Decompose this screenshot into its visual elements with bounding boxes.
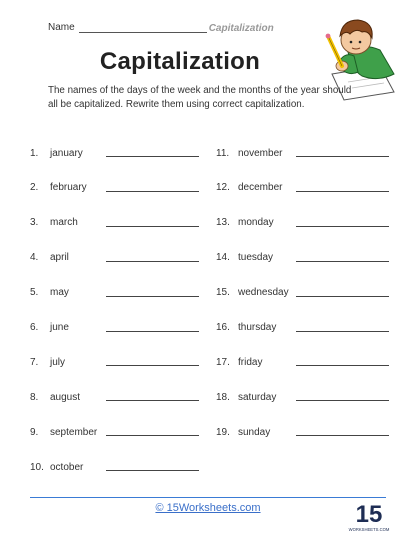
answer-line[interactable] bbox=[106, 191, 199, 192]
item-number: 17. bbox=[216, 356, 230, 368]
name-row bbox=[48, 22, 274, 33]
answer-line[interactable] bbox=[296, 191, 389, 192]
item-number: 8. bbox=[30, 391, 39, 403]
answer-line[interactable] bbox=[106, 470, 199, 471]
exercise-item bbox=[30, 321, 69, 335]
exercise-item bbox=[30, 390, 81, 404]
exercise-item bbox=[30, 146, 83, 160]
answer-line[interactable] bbox=[296, 261, 389, 262]
item-number: 6. bbox=[30, 322, 39, 333]
item-number: 2. bbox=[30, 182, 39, 194]
exercise-item bbox=[216, 390, 277, 404]
answer-line[interactable] bbox=[106, 261, 199, 262]
item-word: thursday bbox=[238, 322, 277, 333]
item-word: tuesday bbox=[238, 252, 274, 264]
answer-line[interactable] bbox=[106, 296, 199, 297]
item-word: friday bbox=[238, 356, 263, 368]
answer-line[interactable] bbox=[106, 365, 199, 366]
item-word: sunday bbox=[238, 426, 271, 438]
item-word: march bbox=[50, 217, 78, 229]
item-word: september bbox=[50, 426, 98, 438]
item-word: april bbox=[50, 252, 69, 264]
item-word: january bbox=[50, 147, 83, 159]
item-number: 18. bbox=[216, 391, 230, 403]
answer-line[interactable] bbox=[106, 400, 199, 401]
page-title: Capitalization bbox=[99, 48, 261, 75]
answer-line[interactable] bbox=[296, 296, 389, 297]
logo-text: WORKSHEETS.COM bbox=[348, 527, 390, 532]
logo-number: 15 bbox=[355, 501, 383, 528]
answer-line[interactable] bbox=[106, 435, 199, 436]
exercise-item bbox=[216, 286, 289, 300]
answer-line[interactable] bbox=[296, 435, 389, 436]
item-number: 3. bbox=[30, 217, 39, 229]
exercise-item bbox=[216, 181, 283, 195]
item-word: may bbox=[50, 287, 69, 299]
answer-line[interactable] bbox=[106, 331, 199, 332]
answer-line[interactable] bbox=[106, 156, 199, 157]
item-number: 9. bbox=[30, 426, 39, 438]
item-word: july bbox=[50, 356, 66, 368]
item-number: 11. bbox=[216, 147, 230, 159]
item-word: december bbox=[238, 182, 283, 194]
item-word: wednesday bbox=[238, 287, 289, 299]
exercise-item bbox=[216, 146, 283, 160]
exercise-item bbox=[30, 181, 87, 195]
exercise-item bbox=[30, 355, 66, 369]
instructions: The names of the days of the week and the months of the year should all be capitalized. Rewrite them using correct capitalization. bbox=[48, 85, 352, 110]
exercise-item bbox=[216, 251, 274, 265]
footer-copyright-link[interactable]: © 15Worksheets.com bbox=[155, 502, 261, 514]
item-word: november bbox=[238, 147, 283, 159]
exercise-item bbox=[30, 216, 78, 230]
item-number: 16. bbox=[216, 322, 230, 333]
item-number: 12. bbox=[216, 182, 230, 194]
item-word: february bbox=[50, 182, 87, 194]
item-number: 1. bbox=[30, 147, 39, 159]
item-word: saturday bbox=[238, 391, 277, 403]
item-word: june bbox=[50, 322, 69, 333]
item-number: 14. bbox=[216, 252, 230, 264]
item-number: 10. bbox=[30, 461, 44, 473]
exercise-item bbox=[216, 321, 277, 335]
name-line[interactable] bbox=[79, 23, 207, 33]
exercise-item bbox=[216, 425, 271, 439]
answer-line[interactable] bbox=[296, 156, 389, 157]
item-number: 15. bbox=[216, 287, 230, 299]
item-word: august bbox=[50, 391, 81, 403]
answer-line[interactable] bbox=[296, 226, 389, 227]
answer-line[interactable] bbox=[106, 226, 199, 227]
exercise-item bbox=[30, 425, 98, 439]
exercise-item bbox=[30, 286, 69, 300]
item-number: 19. bbox=[216, 426, 230, 438]
footer-rule bbox=[30, 497, 386, 498]
exercise-item bbox=[30, 460, 84, 474]
answer-line[interactable] bbox=[296, 365, 389, 366]
answer-line[interactable] bbox=[296, 331, 389, 332]
answer-line[interactable] bbox=[296, 400, 389, 401]
topic-label: Capitalization bbox=[208, 23, 274, 34]
item-word: monday bbox=[238, 217, 274, 229]
worksheets-logo bbox=[348, 498, 390, 534]
item-number: 4. bbox=[30, 252, 39, 264]
item-number: 7. bbox=[30, 356, 39, 368]
item-word: october bbox=[50, 461, 84, 473]
exercise-item bbox=[216, 216, 274, 230]
exercise-item bbox=[30, 251, 69, 265]
exercise-item bbox=[216, 355, 263, 369]
item-number: 13. bbox=[216, 217, 230, 229]
item-number: 5. bbox=[30, 287, 39, 299]
name-label: Name bbox=[48, 22, 75, 33]
